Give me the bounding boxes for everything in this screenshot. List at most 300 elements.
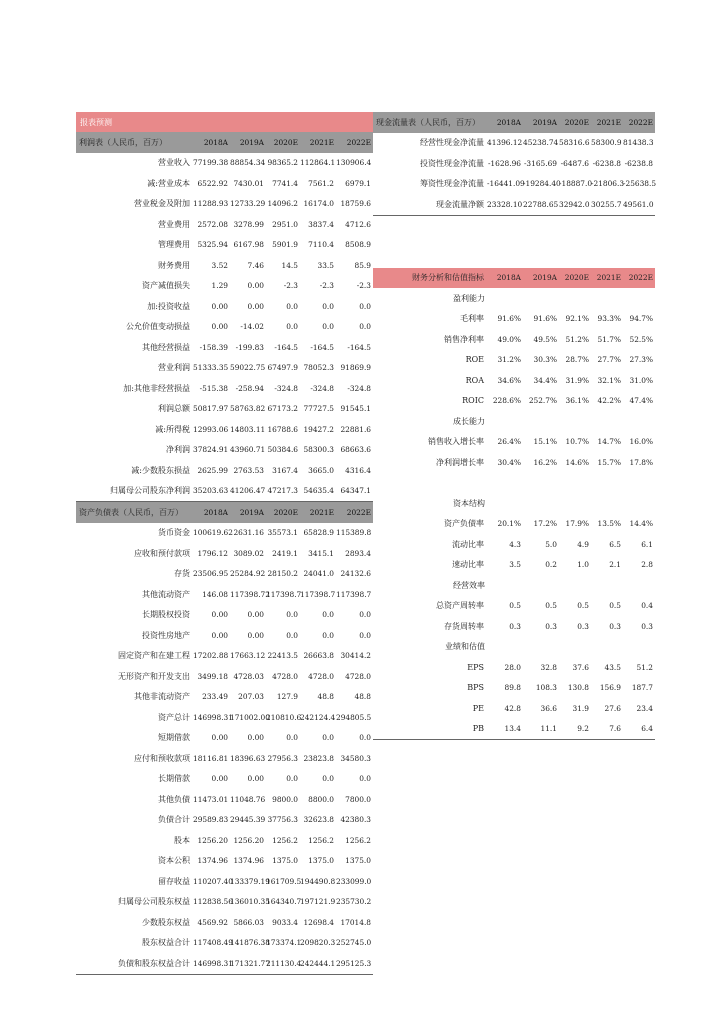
cell-value: -25638.5 <box>623 179 657 189</box>
table-row <box>76 255 373 276</box>
cell-value: 23506.95 <box>193 569 229 579</box>
cell-value: -3165.69 <box>523 158 557 168</box>
table-row <box>76 851 373 872</box>
cell-value: 93.3% <box>597 314 621 324</box>
cell-value: 173374.1 <box>266 938 302 948</box>
cell-value: 1375.0 <box>308 856 334 866</box>
cell-value: 294805.5 <box>336 712 372 722</box>
cell-value: 0.00 <box>211 733 228 743</box>
cell-value: 2631.16 <box>233 528 264 538</box>
year-header: 2021E <box>309 137 334 147</box>
cell-value: 31.2% <box>497 355 521 365</box>
table-row <box>76 543 373 564</box>
table-title: 现金流量表（人民币，百万） <box>376 117 480 127</box>
cell-value: 30.3% <box>533 355 557 365</box>
cell-value: 1256.2 <box>308 835 334 845</box>
table-row <box>76 358 373 379</box>
cell-value: 2763.53 <box>233 465 264 475</box>
cell-value: 0.0 <box>359 630 371 640</box>
cell-value: 0.5 <box>577 601 589 611</box>
cell-value: 4316.4 <box>345 465 371 475</box>
cell-value: 6.4 <box>641 724 653 734</box>
cell-value: 146998.31 <box>193 712 233 722</box>
row-label: 留存收益 <box>158 876 190 886</box>
cell-value: 28.7% <box>565 355 589 365</box>
cell-value: 37.6 <box>572 662 589 672</box>
row-label: 投资性房地产 <box>142 630 190 640</box>
cell-value: 14803.11 <box>230 424 266 434</box>
year-header: 2021E <box>596 273 621 283</box>
cell-value: 91.6% <box>533 314 557 324</box>
row-label: 固定资产和在建工程 <box>118 651 190 661</box>
table-row <box>76 830 373 851</box>
cell-value: -164.5 <box>274 342 298 352</box>
row-label: 其他负债 <box>158 794 190 804</box>
cell-value: 51.2 <box>636 662 653 672</box>
row-label: EPS <box>467 662 484 672</box>
section-label: 盈利能力 <box>453 293 485 303</box>
cell-value: 108.3 <box>535 683 557 693</box>
table-row <box>76 605 373 626</box>
cell-value: 4.9 <box>577 539 589 549</box>
year-header: 2022E <box>346 507 371 517</box>
cell-value: 252745.0 <box>336 938 372 948</box>
cell-value: 211130.4 <box>266 958 302 968</box>
table-row <box>373 534 655 555</box>
cell-value: 14.6% <box>565 457 589 467</box>
cell-value: 7800.0 <box>345 794 371 804</box>
row-label: 总资产周转率 <box>436 601 484 611</box>
cell-value: 0.0 <box>286 733 298 743</box>
row-label: BPS <box>467 683 484 693</box>
cell-value: 48.8 <box>354 692 371 702</box>
row-label: 资产减值损失 <box>142 281 190 291</box>
cell-value: 2.8 <box>641 560 653 570</box>
cell-value: 9800.0 <box>272 794 298 804</box>
cell-value: 0.0 <box>322 774 334 784</box>
table-row <box>76 276 373 297</box>
year-header: 2019A <box>532 117 557 127</box>
balance-sheet-table <box>76 502 373 975</box>
row-label: 归属母公司股东净利润 <box>110 486 190 496</box>
row-label: 营业收入 <box>158 158 190 168</box>
row-label: ROE <box>465 355 484 365</box>
table-row <box>373 616 655 637</box>
cell-value: 27.6 <box>604 703 621 713</box>
cell-value: 31.9 <box>572 703 589 713</box>
table-row <box>76 440 373 461</box>
cell-value: 58300.9 <box>591 138 622 148</box>
cell-value: 43960.71 <box>230 445 266 455</box>
cell-value: 27.7% <box>597 355 621 365</box>
table-bottom-rule <box>373 739 655 740</box>
row-label: 筹资性现金净流量 <box>420 179 484 189</box>
cell-value: 0.0 <box>359 610 371 620</box>
table-row <box>373 370 655 391</box>
cell-value: -258.94 <box>235 383 264 393</box>
year-header: 2018A <box>203 507 228 517</box>
table-row <box>76 912 373 933</box>
row-label: 利润总额 <box>158 404 190 414</box>
cell-value: 0.00 <box>247 281 264 291</box>
table-row <box>373 596 655 617</box>
cell-value: 94.7% <box>629 314 653 324</box>
row-label: 资产负债率 <box>444 519 484 529</box>
table-row <box>373 555 655 576</box>
cell-value: 110207.40 <box>193 876 233 886</box>
cell-value: 27956.3 <box>267 753 298 763</box>
cell-value: 3167.4 <box>272 465 298 475</box>
cell-value: 19427.2 <box>303 424 334 434</box>
table-row <box>373 329 655 350</box>
row-label: ROIC <box>462 396 484 406</box>
table-row <box>76 871 373 892</box>
right-panel <box>373 112 655 740</box>
table-bottom-rule <box>373 215 655 216</box>
cell-value: 0.4 <box>641 601 653 611</box>
cell-value: -21806.3 <box>591 179 625 189</box>
cell-value: 7.46 <box>247 260 264 270</box>
table-row <box>76 584 373 605</box>
cell-value: 26663.8 <box>303 651 334 661</box>
report-forecast-title: 报表预测 <box>80 117 112 127</box>
row-label: 货币资金 <box>158 528 190 538</box>
cell-value: 0.0 <box>322 610 334 620</box>
cell-value: 12698.4 <box>303 917 334 927</box>
cell-value: 6167.98 <box>233 240 264 250</box>
cell-value: 29445.39 <box>230 815 266 825</box>
cell-value: 0.0 <box>322 630 334 640</box>
cell-value: 77199.38 <box>193 158 229 168</box>
cell-value: 36.6 <box>540 703 557 713</box>
cell-value: 194490.8 <box>300 876 336 886</box>
cell-value: 0.00 <box>247 301 264 311</box>
cell-value: 6.1 <box>641 539 653 549</box>
income-statement-table <box>76 132 373 502</box>
row-label: 营业利润 <box>158 363 190 373</box>
cell-value: 23328.10 <box>487 199 523 209</box>
cell-value: 17.8% <box>629 457 653 467</box>
table-row <box>373 153 655 174</box>
cell-value: 112864.1 <box>300 158 336 168</box>
cell-value: 161709.5 <box>266 876 302 886</box>
cell-value: 146.08 <box>202 589 228 599</box>
cell-value: 5901.9 <box>272 240 298 250</box>
cell-value: 112838.56 <box>193 897 233 907</box>
cell-value: -2.3 <box>356 281 371 291</box>
cell-value: 0.3 <box>545 621 557 631</box>
cell-value: 228.6% <box>492 396 521 406</box>
table-row <box>373 288 655 309</box>
cell-value: 0.3 <box>509 621 521 631</box>
cell-value: 8800.0 <box>308 794 334 804</box>
cell-value: 141876.38 <box>230 938 270 948</box>
cell-value: 210810.6 <box>266 712 302 722</box>
table-row <box>76 481 373 502</box>
cell-value: 117398.7 <box>300 589 336 599</box>
year-header: 2021E <box>309 507 334 517</box>
table-row <box>76 564 373 585</box>
table-row <box>76 399 373 420</box>
cell-value: 42.8 <box>504 703 521 713</box>
cell-value: 41206.47 <box>230 486 266 496</box>
row-label: 资产总计 <box>158 712 190 722</box>
year-header: 2020E <box>273 507 298 517</box>
cell-value: 14.5 <box>281 260 298 270</box>
cell-value: 4728.0 <box>308 671 334 681</box>
table-row <box>76 337 373 358</box>
row-label: 净利润增长率 <box>436 457 484 467</box>
cell-value: 13.4 <box>504 724 521 734</box>
cell-value: 18396.63 <box>230 753 266 763</box>
cell-value: 85.9 <box>354 260 371 270</box>
cell-value: 0.00 <box>211 630 228 640</box>
cell-value: 67173.2 <box>267 404 298 414</box>
cell-value: 65828.9 <box>303 528 334 538</box>
report-forecast-header <box>76 112 373 132</box>
row-label: PB <box>472 724 484 734</box>
cell-value: 6979.1 <box>345 178 371 188</box>
cell-value: 18116.81 <box>193 753 229 763</box>
cell-value: 164340.7 <box>266 897 302 907</box>
cell-value: -14.02 <box>240 322 264 332</box>
cell-value: -16441.09 <box>487 179 525 189</box>
cell-value: 49561.0 <box>623 199 654 209</box>
section-label: 经营效率 <box>453 580 485 590</box>
cell-value: 3089.02 <box>233 548 264 558</box>
cell-value: 91.6% <box>497 314 521 324</box>
cell-value: 0.3 <box>609 621 621 631</box>
table-row <box>76 523 373 544</box>
cell-value: 3837.4 <box>308 219 334 229</box>
left-panel <box>76 112 373 975</box>
row-label: 投资性现金净流量 <box>420 158 484 168</box>
table-title: 利润表（人民币，百万） <box>79 137 167 147</box>
row-label: 股本 <box>174 835 190 845</box>
cell-value: 3278.99 <box>233 219 264 229</box>
cell-value: 187.7 <box>631 683 653 693</box>
cell-value: 133379.19 <box>230 876 270 886</box>
table-row <box>76 789 373 810</box>
row-label: 长期借款 <box>158 774 190 784</box>
table-header-row <box>373 268 655 289</box>
cell-value: 41396.12 <box>487 138 523 148</box>
cell-value: 13.5% <box>597 519 621 529</box>
cell-value: 3665.0 <box>308 465 334 475</box>
table-row <box>76 317 373 338</box>
table-row <box>76 953 373 974</box>
table-row <box>76 419 373 440</box>
cell-value: -324.8 <box>274 383 298 393</box>
cell-value: 92.1% <box>565 314 589 324</box>
row-label: 其他经营损益 <box>142 342 190 352</box>
cell-value: 10.7% <box>565 437 589 447</box>
cell-value: 1375.0 <box>345 856 371 866</box>
cell-value: 0.00 <box>211 610 228 620</box>
row-label: 经营性现金净流量 <box>420 138 484 148</box>
table-row <box>76 296 373 317</box>
cell-value: 17.2% <box>533 519 557 529</box>
cell-value: 14.7% <box>597 437 621 447</box>
row-label: ROA <box>465 375 484 385</box>
cell-value: 0.0 <box>359 301 371 311</box>
table-header-row <box>76 132 373 153</box>
cell-value: 2419.1 <box>272 548 298 558</box>
cell-value: 78052.3 <box>303 363 334 373</box>
row-label: 短期借款 <box>158 733 190 743</box>
cell-value: 1796.12 <box>197 548 228 558</box>
table-row <box>76 625 373 646</box>
row-label: 应付和预收款项 <box>134 753 190 763</box>
cell-value: 7.6 <box>609 724 621 734</box>
cell-value: 1256.2 <box>345 835 371 845</box>
cell-value: 49.5% <box>533 334 557 344</box>
year-header: 2019A <box>532 273 557 283</box>
year-header: 2020E <box>273 137 298 147</box>
table-row <box>76 235 373 256</box>
table-row <box>76 214 373 235</box>
row-label: 速动比率 <box>452 560 484 570</box>
section-label: 资本结构 <box>453 498 485 508</box>
table-row <box>76 173 373 194</box>
cell-value: 0.0 <box>286 610 298 620</box>
row-label: 销售净利率 <box>444 334 484 344</box>
table-row <box>76 460 373 481</box>
cell-value: 32.8 <box>540 662 557 672</box>
cell-value: 88854.34 <box>230 158 266 168</box>
table-row <box>76 707 373 728</box>
table-title: 资产负债表（人民币，百万） <box>79 507 183 517</box>
cell-value: 0.0 <box>322 733 334 743</box>
table-row <box>76 933 373 954</box>
cell-value: 17202.88 <box>193 651 229 661</box>
table-row <box>373 473 655 494</box>
cell-value: 30.4% <box>497 457 521 467</box>
cell-value: 0.0 <box>359 733 371 743</box>
table-row <box>373 719 655 740</box>
cell-value: 7741.4 <box>272 178 298 188</box>
cell-value: 51333.35 <box>193 363 229 373</box>
cell-value: 49.0% <box>497 334 521 344</box>
cell-value: 20.1% <box>497 519 521 529</box>
row-label: 减:所得税 <box>155 424 190 434</box>
cell-value: 25284.92 <box>230 569 266 579</box>
year-header: 2022E <box>628 117 653 127</box>
cell-value: 42.2% <box>597 396 621 406</box>
cell-value: 14096.2 <box>267 199 298 209</box>
cell-value: 1.29 <box>211 281 228 291</box>
cell-value: 34.4% <box>533 375 557 385</box>
cell-value: 2.1 <box>609 560 621 570</box>
cell-value: 171002.00 <box>230 712 270 722</box>
cell-value: 15.1% <box>533 437 557 447</box>
row-label: 存货 <box>174 569 190 579</box>
cell-value: 0.0 <box>359 774 371 784</box>
cell-value: 3.52 <box>211 260 228 270</box>
row-label: 毛利率 <box>460 314 484 324</box>
cell-value: 14.4% <box>629 519 653 529</box>
table-row <box>76 666 373 687</box>
cell-value: 11288.93 <box>193 199 229 209</box>
cell-value: 5866.03 <box>233 917 264 927</box>
cell-value: 51.7% <box>597 334 621 344</box>
cell-value: 47.4% <box>629 396 653 406</box>
cell-value: 4712.6 <box>345 219 371 229</box>
table-row <box>76 769 373 790</box>
cell-value: 52.5% <box>629 334 653 344</box>
cell-value: 209820.3 <box>300 938 336 948</box>
cell-value: 32623.8 <box>303 815 334 825</box>
cell-value: 0.0 <box>322 322 334 332</box>
cashflow-table <box>373 112 655 216</box>
table-row <box>76 810 373 831</box>
cell-value: 0.00 <box>247 610 264 620</box>
cell-value: 28.0 <box>504 662 521 672</box>
cell-value: -515.38 <box>199 383 228 393</box>
cell-value: 37824.91 <box>193 445 229 455</box>
table-row <box>76 892 373 913</box>
cell-value: 0.00 <box>211 322 228 332</box>
cell-value: 34580.3 <box>340 753 371 763</box>
row-label: 现金流量净额 <box>436 199 484 209</box>
section-label: 成长能力 <box>453 416 485 426</box>
cell-value: 0.2 <box>545 560 557 570</box>
row-label: 减:营业成本 <box>147 178 190 188</box>
cell-value: 8508.9 <box>345 240 371 250</box>
cell-value: 29589.83 <box>193 815 229 825</box>
row-label: 少数股东权益 <box>142 917 190 927</box>
cell-value: 0.00 <box>211 301 228 311</box>
row-label: 归属母公司股东权益 <box>118 897 190 907</box>
cell-value: 35573.1 <box>267 528 298 538</box>
row-label: 管理费用 <box>158 240 190 250</box>
cell-value: 24041.0 <box>303 569 334 579</box>
year-header: 2020E <box>564 117 589 127</box>
cell-value: 15.7% <box>597 457 621 467</box>
table-row <box>373 575 655 596</box>
cell-value: 207.03 <box>238 692 264 702</box>
cell-value: 45238.74 <box>523 138 559 148</box>
cell-value: 16.0% <box>629 437 653 447</box>
cell-value: 31.9% <box>565 375 589 385</box>
cell-value: 23823.8 <box>303 753 334 763</box>
cell-value: 23.4 <box>636 703 653 713</box>
cell-value: 115389.8 <box>336 528 372 538</box>
cell-value: 252.7% <box>528 396 557 406</box>
cell-value: 22881.6 <box>340 424 371 434</box>
cell-value: 0.5 <box>545 601 557 611</box>
cell-value: 117398.7 <box>336 589 372 599</box>
row-label: 负债和股东权益合计 <box>118 958 190 968</box>
cell-value: 26.4% <box>497 437 521 447</box>
cell-value: 16.2% <box>533 457 557 467</box>
row-label: 无形资产和开发支出 <box>118 671 190 681</box>
cell-value: 17014.8 <box>340 917 371 927</box>
table-row <box>373 133 655 154</box>
cell-value: 68663.6 <box>340 445 371 455</box>
year-header: 2022E <box>346 137 371 147</box>
cell-value: -164.5 <box>310 342 334 352</box>
row-label: 其他非流动资产 <box>134 692 190 702</box>
year-header: 2018A <box>496 117 521 127</box>
cell-value: 11048.76 <box>230 794 266 804</box>
cell-value: 11473.01 <box>193 794 229 804</box>
table-row <box>373 174 655 195</box>
cell-value: 117398.72 <box>230 589 270 599</box>
table-row <box>76 646 373 667</box>
cell-value: 50384.6 <box>267 445 298 455</box>
table-row <box>76 153 373 174</box>
